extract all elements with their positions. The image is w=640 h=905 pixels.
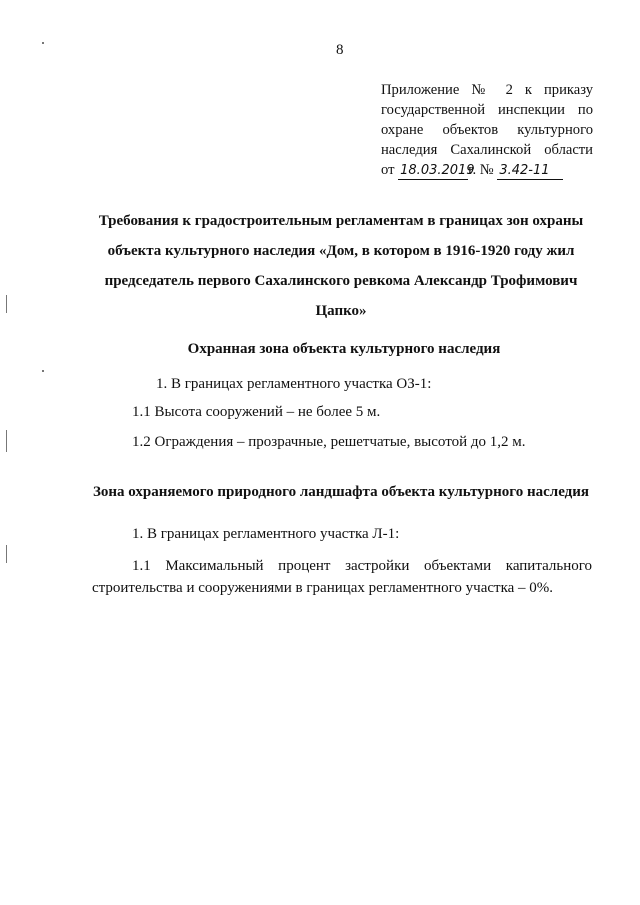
list-item: 1.1 Высота сооружений – не более 5 м. bbox=[132, 404, 381, 420]
scan-speck bbox=[42, 42, 44, 44]
paragraph-line: строительства и сооружениями в границах регламентного участка – 0%. bbox=[92, 580, 554, 596]
appendix-date-line bbox=[381, 160, 593, 180]
date-prefix: от bbox=[381, 162, 395, 178]
handwritten-date: 18.03.2019 bbox=[400, 163, 475, 178]
section-heading-landscape-zone: Зона охраняемого природного ландшафта объекта культурного наследия bbox=[92, 484, 590, 500]
appendix-line: наследия Сахалинской области bbox=[381, 142, 593, 158]
scan-speck bbox=[42, 370, 44, 372]
document-title: Требования к градостроительным регламентам в границах зон охраны объекта культурного наследия «Дом, в котором в 1916-1920 году жил председатель первого Сахалинского ревкома Александр Трофимович Цапко» bbox=[98, 213, 584, 319]
list-item: 1.2 Ограждения – прозрачные, решетчатые, высотой до 1,2 м. bbox=[132, 434, 526, 450]
handwritten-order-number: 3.42-11 bbox=[497, 163, 563, 180]
scan-speck bbox=[6, 430, 7, 452]
page-number: 8 bbox=[336, 42, 344, 58]
date-suffix: г. № bbox=[468, 162, 494, 178]
scan-speck bbox=[6, 545, 7, 563]
appendix-line: охране объектов культурного bbox=[381, 122, 593, 138]
scan-speck bbox=[6, 295, 7, 313]
appendix-line: Приложение № 2 к приказу bbox=[381, 82, 593, 98]
section-heading-protected-zone: Охранная зона объекта культурного наследия bbox=[187, 341, 501, 357]
list-item: 1. В границах регламентного участка Л-1: bbox=[132, 526, 400, 542]
paragraph-line: 1.1 Максимальный процент застройки объектами капитального bbox=[132, 558, 592, 574]
list-item: 1. В границах регламентного участка ОЗ-1: bbox=[156, 376, 432, 392]
list-item bbox=[92, 555, 592, 599]
appendix-block bbox=[381, 80, 593, 180]
appendix-line: государственной инспекции по bbox=[381, 102, 593, 118]
